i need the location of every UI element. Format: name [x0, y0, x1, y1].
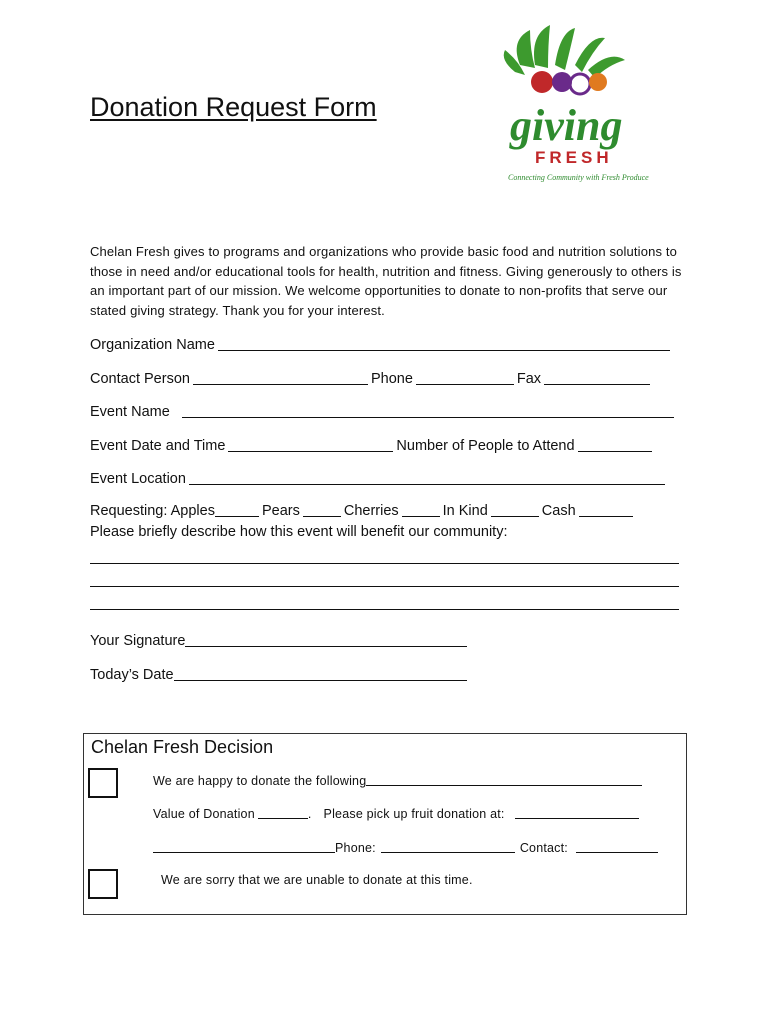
- approve-checkbox[interactable]: [88, 768, 118, 798]
- event-location-row: [90, 470, 668, 487]
- event-datetime-field[interactable]: [228, 437, 393, 452]
- contact-person-label: Contact Person: [90, 371, 190, 387]
- pears-field[interactable]: [303, 502, 341, 517]
- logo-graphic: [500, 20, 660, 190]
- value-row: [153, 806, 642, 821]
- describe-row: [90, 524, 507, 540]
- org-name-row: [90, 336, 673, 353]
- page-title: Donation Request Form: [90, 92, 377, 122]
- signature-label: Your Signature: [90, 633, 186, 649]
- intro-paragraph: Chelan Fresh gives to programs and organizations who provide basic food and nutrition solutions to those in need and/or educational tools for health, nutrition and fitness. Giving generously to others is an important part of our mission. We welcome opportunities to donate to non-profits that serve our stated giving strategy. Thank you for your interest.: [90, 244, 682, 318]
- logo-tagline: Connecting Community with Fresh Produce: [508, 173, 649, 182]
- logo-sub: FRESH: [535, 148, 613, 167]
- donate-following-field[interactable]: [366, 773, 642, 786]
- pickup-field[interactable]: [515, 806, 639, 819]
- sorry-row: [161, 873, 473, 887]
- pickup-label: Please pick up fruit donation at:: [323, 807, 505, 821]
- event-datetime-label: Event Date and Time: [90, 438, 226, 454]
- event-location-label: Event Location: [90, 471, 186, 487]
- signature-row: [90, 632, 470, 649]
- decision-box: [83, 733, 687, 915]
- in-kind-field[interactable]: [491, 502, 539, 517]
- value-period: .: [307, 807, 312, 821]
- cash-field[interactable]: [579, 502, 633, 517]
- donate-following-label: We are happy to donate the following: [153, 774, 367, 788]
- cherries-field[interactable]: [402, 502, 440, 517]
- requesting-row: [90, 502, 636, 519]
- describe-line-1[interactable]: [90, 563, 679, 564]
- todays-date-field[interactable]: [174, 666, 467, 681]
- phone-label: Phone: [370, 371, 413, 387]
- pickup-phone-row: [153, 840, 661, 855]
- event-name-field[interactable]: [182, 403, 674, 418]
- pickup-address-field[interactable]: [153, 840, 335, 853]
- pickup-phone-field[interactable]: [381, 840, 515, 853]
- fax-label: Fax: [516, 371, 542, 387]
- cash-label: Cash: [541, 503, 576, 519]
- fax-field[interactable]: [544, 370, 650, 385]
- sorry-label: We are sorry that we are unable to donate at this time.: [161, 873, 473, 887]
- event-name-row: [90, 403, 677, 420]
- contact-field[interactable]: [576, 840, 658, 853]
- value-field[interactable]: [258, 806, 308, 819]
- date-row: [90, 666, 470, 683]
- contact-label: Contact:: [519, 841, 568, 855]
- in-kind-label: In Kind: [442, 503, 488, 519]
- phone-field[interactable]: [416, 370, 514, 385]
- org-name-field[interactable]: [218, 336, 670, 351]
- event-date-row: [90, 437, 655, 454]
- cherries-label: Cherries: [343, 503, 399, 519]
- event-location-field[interactable]: [189, 470, 665, 485]
- signature-field[interactable]: [185, 632, 467, 647]
- pickup-phone-label: Phone:: [335, 841, 376, 855]
- contact-row: [90, 370, 653, 387]
- value-label: Value of Donation: [153, 807, 255, 821]
- describe-label: Please briefly describe how this event will benefit our community:: [90, 524, 508, 540]
- decision-title: Chelan Fresh Decision: [91, 737, 274, 757]
- decline-checkbox[interactable]: [88, 869, 118, 899]
- giving-fresh-logo: [500, 20, 660, 190]
- contact-person-field[interactable]: [193, 370, 368, 385]
- donate-following-row: [153, 773, 645, 788]
- num-people-label: Number of People to Attend: [396, 438, 575, 454]
- todays-date-label: Today’s Date: [90, 667, 174, 683]
- describe-line-3[interactable]: [90, 609, 679, 610]
- org-name-label: Organization Name: [90, 337, 215, 353]
- apples-field[interactable]: [215, 502, 259, 517]
- num-people-field[interactable]: [578, 437, 652, 452]
- logo-word: giving: [510, 101, 623, 150]
- requesting-label: Requesting: Apples: [90, 503, 215, 519]
- pears-label: Pears: [261, 503, 300, 519]
- event-name-label: Event Name: [90, 404, 170, 420]
- describe-line-2[interactable]: [90, 586, 679, 587]
